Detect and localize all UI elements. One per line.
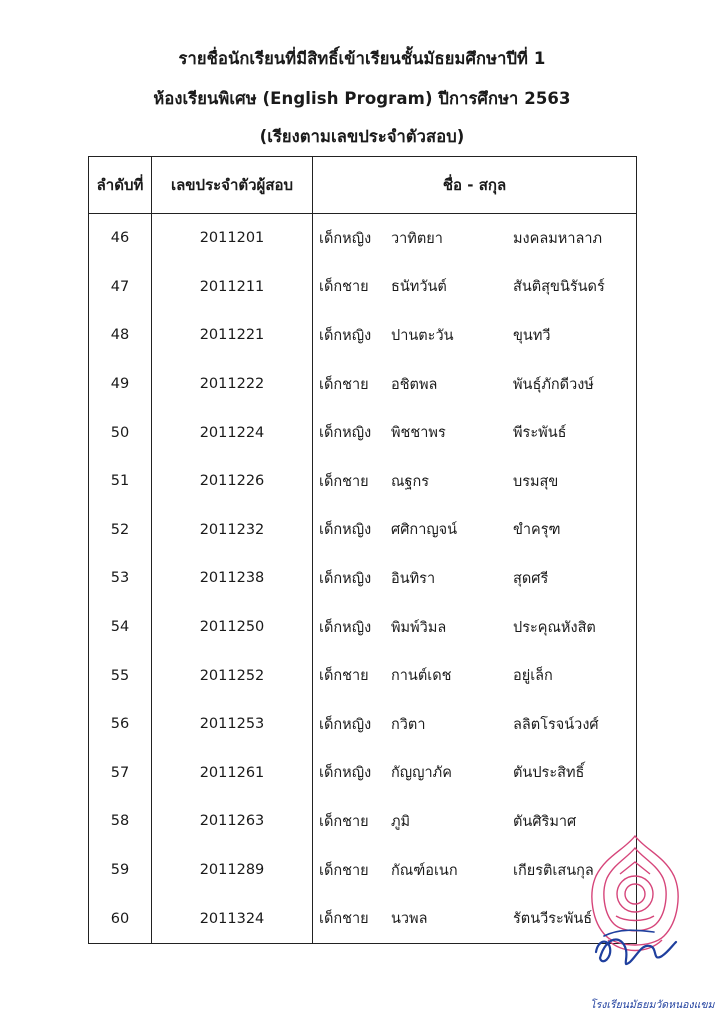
order-number: 58 (89, 797, 152, 846)
table-row (89, 408, 637, 457)
last-name: บรมสุข (513, 473, 559, 490)
last-name: ลลิตโรจน์วงศ์ (513, 716, 599, 733)
order-number: 52 (89, 506, 152, 555)
first-name: ภูมิ (391, 813, 411, 830)
table-body (89, 214, 637, 944)
full-name-cell (313, 506, 637, 555)
last-name: สุดศรี (513, 570, 549, 587)
last-name: ประคุณหังสิต (513, 619, 596, 636)
signature-mark (592, 922, 678, 974)
name-prefix: เด็กชาย (319, 668, 369, 685)
name-prefix: เด็กหญิง (319, 619, 372, 636)
name-prefix: เด็กหญิง (319, 425, 372, 442)
order-number: 46 (89, 214, 152, 263)
order-number: 48 (89, 311, 152, 360)
full-name-cell (313, 263, 637, 312)
last-name: ตันประสิทธิ์ (513, 765, 585, 782)
exam-id: 2011226 (152, 457, 313, 506)
first-name: ณฐกร (391, 473, 430, 490)
exam-id: 2011250 (152, 603, 313, 652)
name-prefix: เด็กชาย (319, 473, 369, 490)
column-header-order: ลำดับที่ (89, 157, 152, 214)
name-prefix: เด็กหญิง (319, 327, 372, 344)
order-number: 55 (89, 651, 152, 700)
column-header-full-name: ชื่อ - สกุล (313, 157, 637, 214)
name-prefix: เด็กชาย (319, 862, 369, 879)
document-subtitle: ห้องเรียนพิเศษ (English Program) ปีการศึกษา 2563 (153, 89, 571, 108)
table-row (89, 749, 637, 798)
name-prefix: เด็กชาย (319, 376, 369, 393)
full-name-cell (313, 700, 637, 749)
order-number: 59 (89, 846, 152, 895)
first-name: กัณฑ์อเนก (391, 862, 458, 879)
name-prefix: เด็กหญิง (319, 522, 372, 539)
table-row (89, 263, 637, 312)
first-name: พิชชาพร (391, 425, 446, 442)
table-row (89, 506, 637, 555)
table-row (89, 700, 637, 749)
table-row (89, 457, 637, 506)
table-row (89, 603, 637, 652)
school-name-stamp: โรงเรียนมัธยมวัดหนองแขม (590, 999, 715, 1011)
last-name: รัตนวีระพันธ์ (513, 911, 593, 928)
name-prefix: เด็กชาย (319, 813, 369, 830)
table-row (89, 554, 637, 603)
order-number: 49 (89, 360, 152, 409)
last-name: มงคลมหาลาภ (513, 230, 603, 247)
full-name-cell (313, 360, 637, 409)
full-name-cell (313, 554, 637, 603)
first-name: ธนัทวันต์ (391, 279, 447, 296)
exam-id: 2011253 (152, 700, 313, 749)
name-prefix: เด็กหญิง (319, 570, 372, 587)
exam-id: 2011289 (152, 846, 313, 895)
table-row (89, 797, 637, 846)
document-sort-note: (เรียงตามเลขประจำตัวสอบ) (259, 127, 465, 146)
table-row (89, 846, 637, 895)
table-row (89, 894, 637, 943)
order-number: 57 (89, 749, 152, 798)
last-name: อยู่เล็ก (513, 668, 553, 685)
full-name-cell (313, 457, 637, 506)
column-header-exam-id: เลขประจำตัวผู้สอบ (152, 157, 313, 214)
exam-id: 2011261 (152, 749, 313, 798)
table-row (89, 360, 637, 409)
last-name: ขุนทวี (513, 327, 551, 344)
first-name: ศศิกาญจน์ (391, 522, 458, 539)
order-number: 56 (89, 700, 152, 749)
name-prefix: เด็กชาย (319, 911, 369, 928)
exam-id: 2011252 (152, 651, 313, 700)
last-name: เกียรติเสนกุล (513, 862, 594, 879)
table-row (89, 214, 637, 263)
order-number: 60 (89, 894, 152, 943)
last-name: พันธุ์ภักดีวงษ์ (513, 376, 594, 393)
exam-id: 2011232 (152, 506, 313, 555)
exam-id: 2011211 (152, 263, 313, 312)
first-name: กานต์เดช (391, 668, 452, 685)
exam-id: 2011238 (152, 554, 313, 603)
first-name: วาทิตยา (391, 230, 443, 247)
last-name: พีระพันธ์ (513, 425, 567, 442)
name-prefix: เด็กหญิง (319, 716, 372, 733)
order-number: 53 (89, 554, 152, 603)
name-prefix: เด็กชาย (319, 279, 369, 296)
full-name-cell (313, 603, 637, 652)
first-name: กวิตา (391, 716, 426, 733)
order-number: 47 (89, 263, 152, 312)
full-name-cell (313, 214, 637, 263)
full-name-cell (313, 749, 637, 798)
full-name-cell (313, 651, 637, 700)
last-name: ตันศิริมาศ (513, 813, 577, 830)
last-name: ขำครุฑ (513, 522, 561, 539)
first-name: ปานตะวัน (391, 327, 454, 344)
full-name-cell (313, 408, 637, 457)
first-name: อชิตพล (391, 376, 438, 393)
first-name: อินทิรา (391, 570, 436, 587)
document-title: รายชื่อนักเรียนที่มีสิทธิ์เข้าเรียนชั้นมัธยมศึกษาปีที่ 1 (178, 49, 546, 68)
name-prefix: เด็กหญิง (319, 765, 372, 782)
exam-id: 2011324 (152, 894, 313, 943)
exam-id: 2011263 (152, 797, 313, 846)
exam-id: 2011201 (152, 214, 313, 263)
exam-id: 2011222 (152, 360, 313, 409)
table-row (89, 651, 637, 700)
first-name: นวพล (391, 911, 428, 928)
exam-id: 2011224 (152, 408, 313, 457)
student-roster-table (88, 156, 637, 944)
name-prefix: เด็กหญิง (319, 230, 372, 247)
last-name: สันติสุขนิรันดร์ (513, 279, 605, 296)
first-name: กัญญาภัค (391, 765, 452, 782)
order-number: 54 (89, 603, 152, 652)
table-header-row (89, 157, 637, 214)
full-name-cell (313, 311, 637, 360)
first-name: พิมพ์วิมล (391, 619, 447, 636)
exam-id: 2011221 (152, 311, 313, 360)
order-number: 51 (89, 457, 152, 506)
table-row (89, 311, 637, 360)
order-number: 50 (89, 408, 152, 457)
